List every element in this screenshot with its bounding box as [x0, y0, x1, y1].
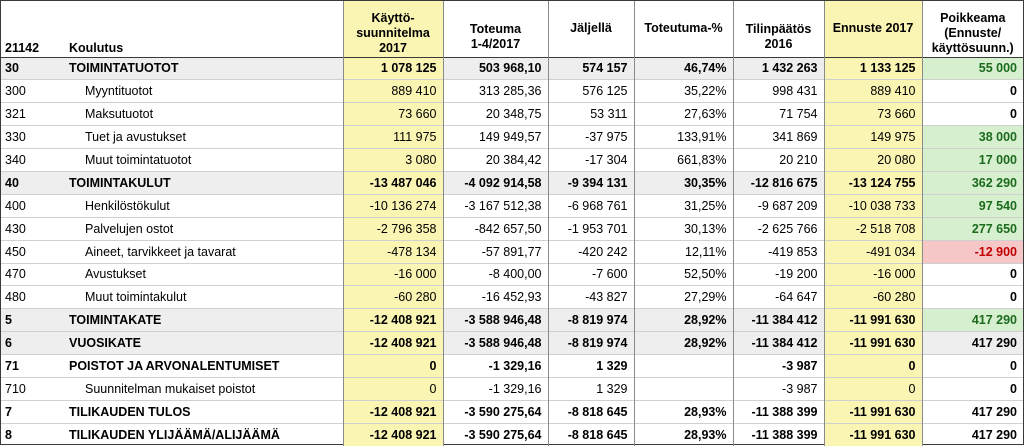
cell-actual: -3 590 275,64 — [443, 423, 548, 446]
cell-name: Muut toimintatuotot — [85, 153, 192, 167]
cell-forecast: -491 034 — [824, 240, 922, 263]
cell-statement: 20 210 — [733, 149, 824, 172]
cell-name: VUOSIKATE — [63, 332, 343, 355]
cell-forecast: 149 975 — [824, 126, 922, 149]
table-row — [1, 80, 1023, 103]
cell-statement: -2 625 766 — [733, 217, 824, 240]
cell-deviation: 417 290 — [922, 309, 1023, 332]
table-row — [1, 286, 1023, 309]
cell-code: 6 — [1, 332, 63, 355]
cell-actual: -1 329,16 — [443, 377, 548, 400]
cell-statement: -419 853 — [733, 240, 824, 263]
header-statement: Tilinpäätös 2016 — [733, 1, 824, 57]
cell-deviation: 0 — [922, 377, 1023, 400]
cell-code: 480 — [5, 290, 26, 305]
cell-actual: -1 329,16 — [443, 355, 548, 378]
cell-code: 400 — [5, 198, 26, 213]
header-deviation: Poikkeama (Ennuste/ käyttösuunn.) — [922, 1, 1023, 57]
cell-forecast: 73 660 — [824, 103, 922, 126]
cell-forecast: -10 038 733 — [824, 194, 922, 217]
cell-pct: 35,22% — [634, 80, 733, 103]
cell-code: 430 — [5, 221, 26, 236]
cell-deviation: 362 290 — [922, 171, 1023, 194]
cell-pct: 30,13% — [634, 217, 733, 240]
cell-deviation: 17 000 — [922, 149, 1023, 172]
cell-pct — [634, 355, 733, 378]
header-row — [1, 1, 1023, 57]
cell-remaining: 1 329 — [548, 377, 634, 400]
cell-statement: -11 388 399 — [733, 423, 824, 446]
cell-budget: -16 000 — [343, 263, 443, 286]
cell-remaining: -7 600 — [548, 263, 634, 286]
cell-statement: 998 431 — [733, 80, 824, 103]
cell-deviation: 277 650 — [922, 217, 1023, 240]
table-row — [1, 217, 1023, 240]
cell-actual: -8 400,00 — [443, 263, 548, 286]
cell-actual: -3 588 946,48 — [443, 309, 548, 332]
table-row — [1, 171, 1023, 194]
cell-actual: 503 968,10 — [443, 57, 548, 80]
cell-budget: -2 796 358 — [343, 217, 443, 240]
cell-budget: -12 408 921 — [343, 400, 443, 423]
cell-forecast: -2 518 708 — [824, 217, 922, 240]
header-forecast: Ennuste 2017 — [824, 1, 922, 57]
cell-actual: -842 657,50 — [443, 217, 548, 240]
cell-deviation: 0 — [922, 263, 1023, 286]
table-row — [1, 377, 1023, 400]
cell-name: TILIKAUDEN YLIJÄÄMÄ/ALIJÄÄMÄ — [69, 427, 280, 442]
table-row — [1, 309, 1023, 332]
table-row — [1, 355, 1023, 378]
cell-budget: 0 — [343, 355, 443, 378]
cell-actual: -57 891,77 — [443, 240, 548, 263]
cell-actual: 20 384,42 — [443, 149, 548, 172]
table-row — [1, 149, 1023, 172]
cell-actual: -3 167 512,38 — [443, 194, 548, 217]
cell-remaining: 576 125 — [548, 80, 634, 103]
cell-actual: -3 588 946,48 — [443, 332, 548, 355]
cell-code: 300 — [5, 84, 26, 99]
cell-deviation: 417 290 — [922, 423, 1023, 446]
cell-pct: 133,91% — [634, 126, 733, 149]
table-row — [1, 194, 1023, 217]
cell-name: TOIMINTATUOTOT — [63, 57, 343, 80]
cell-budget: 1 078 125 — [343, 57, 443, 80]
cell-name: Tuet ja avustukset — [85, 130, 186, 145]
cell-deviation: 0 — [922, 103, 1023, 126]
cell-statement: -3 987 — [733, 355, 824, 378]
table-row — [1, 57, 1023, 80]
cell-deviation: 97 540 — [922, 194, 1023, 217]
cell-code: 470 — [5, 267, 26, 282]
cell-remaining: -8 819 974 — [548, 332, 634, 355]
cell-name: Henkilöstökulut — [85, 198, 170, 213]
cell-name: TILIKAUDEN TULOS — [69, 404, 191, 419]
cell-deviation: 417 290 — [922, 400, 1023, 423]
table-row — [1, 423, 1023, 446]
cell-code: 330 — [5, 130, 26, 145]
cell-actual: 313 285,36 — [443, 80, 548, 103]
cell-name: Palvelujen ostot — [85, 221, 174, 236]
cell-remaining: 53 311 — [548, 103, 634, 126]
cell-remaining: -1 953 701 — [548, 217, 634, 240]
cell-statement: -12 816 675 — [733, 171, 824, 194]
cell-forecast: -13 124 755 — [824, 171, 922, 194]
cell-budget: 0 — [343, 377, 443, 400]
cell-statement: -9 687 209 — [733, 194, 824, 217]
cell-budget: -478 134 — [343, 240, 443, 263]
cell-remaining: 574 157 — [548, 57, 634, 80]
cell-actual: 20 348,75 — [443, 103, 548, 126]
cell-code: 71 — [5, 359, 19, 374]
cell-deviation: 0 — [922, 80, 1023, 103]
cell-forecast: -11 991 630 — [824, 332, 922, 355]
cell-statement: -11 384 412 — [733, 332, 824, 355]
cell-statement: -11 388 399 — [733, 400, 824, 423]
cell-forecast: 20 080 — [824, 149, 922, 172]
header-name: Koulutus — [69, 40, 124, 55]
cell-budget: 111 975 — [343, 126, 443, 149]
cell-pct — [634, 377, 733, 400]
cell-budget: -12 408 921 — [343, 423, 443, 446]
cell-pct: 27,63% — [634, 103, 733, 126]
cell-remaining: -9 394 131 — [548, 171, 634, 194]
cell-deviation: 0 — [922, 286, 1023, 309]
cell-actual: -3 590 275,64 — [443, 400, 548, 423]
cell-remaining: -8 819 974 — [548, 309, 634, 332]
cell-name: Muut toimintakulut — [85, 290, 187, 305]
cell-name: TOIMINTAKATE — [63, 309, 343, 332]
cell-forecast: -16 000 — [824, 263, 922, 286]
cell-name: Avustukset — [85, 267, 146, 282]
cell-code: 321 — [5, 107, 26, 122]
table-body — [1, 57, 1023, 446]
cell-statement: -11 384 412 — [733, 309, 824, 332]
cell-code: 40 — [1, 171, 63, 194]
cell-pct: 27,29% — [634, 286, 733, 309]
cell-budget: -10 136 274 — [343, 194, 443, 217]
cell-remaining: 1 329 — [548, 355, 634, 378]
cell-name: POISTOT JA ARVONALENTUMISET — [69, 359, 280, 374]
cell-remaining: -17 304 — [548, 149, 634, 172]
cell-pct: 46,74% — [634, 57, 733, 80]
cell-pct: 28,93% — [634, 400, 733, 423]
cell-code: 7 — [5, 404, 12, 419]
cell-deviation: -12 900 — [922, 240, 1023, 263]
cell-actual: -4 092 914,58 — [443, 171, 548, 194]
cell-remaining: -8 818 645 — [548, 423, 634, 446]
cell-deviation: 417 290 — [922, 332, 1023, 355]
cell-statement: 1 432 263 — [733, 57, 824, 80]
cell-deviation: 0 — [922, 355, 1023, 378]
header-pct: Toteutuma-% — [634, 1, 733, 57]
table-row — [1, 332, 1023, 355]
cell-name: Maksutuotot — [85, 107, 154, 122]
cell-forecast: -11 991 630 — [824, 400, 922, 423]
cell-name: Suunnitelman mukaiset poistot — [85, 381, 256, 396]
cell-actual: 149 949,57 — [443, 126, 548, 149]
cell-statement: 341 869 — [733, 126, 824, 149]
cell-pct: 52,50% — [634, 263, 733, 286]
cell-name: Myyntituotot — [85, 84, 153, 99]
cell-budget: -12 408 921 — [343, 332, 443, 355]
cell-deviation: 55 000 — [922, 57, 1023, 80]
header-code: 21142 — [5, 40, 40, 55]
cell-budget: 73 660 — [343, 103, 443, 126]
cell-code: 340 — [5, 153, 26, 167]
cell-statement: 71 754 — [733, 103, 824, 126]
cell-remaining: -43 827 — [548, 286, 634, 309]
cell-pct: 28,92% — [634, 332, 733, 355]
cell-budget: 889 410 — [343, 80, 443, 103]
cell-pct: 12,11% — [634, 240, 733, 263]
cell-remaining: -420 242 — [548, 240, 634, 263]
cell-code: 450 — [5, 244, 26, 259]
table-row — [1, 240, 1023, 263]
table-row — [1, 126, 1023, 149]
cell-forecast: -60 280 — [824, 286, 922, 309]
cell-budget: -60 280 — [343, 286, 443, 309]
cell-forecast: 1 133 125 — [824, 57, 922, 80]
cell-pct: 30,35% — [634, 171, 733, 194]
cell-pct: 31,25% — [634, 194, 733, 217]
cell-forecast: 0 — [824, 377, 922, 400]
cell-statement: -19 200 — [733, 263, 824, 286]
header-remaining: Jäljellä — [548, 1, 634, 57]
cell-code: 30 — [1, 57, 63, 80]
cell-forecast: 889 410 — [824, 80, 922, 103]
cell-actual: -16 452,93 — [443, 286, 548, 309]
cell-statement: -3 987 — [733, 377, 824, 400]
cell-budget: -13 487 046 — [343, 171, 443, 194]
table-row — [1, 263, 1023, 286]
cell-forecast: -11 991 630 — [824, 423, 922, 446]
cell-forecast: -11 991 630 — [824, 309, 922, 332]
cell-budget: -12 408 921 — [343, 309, 443, 332]
cell-forecast: 0 — [824, 355, 922, 378]
cell-remaining: -6 968 761 — [548, 194, 634, 217]
cell-pct: 661,83% — [634, 149, 733, 172]
cell-remaining: -8 818 645 — [548, 400, 634, 423]
cell-deviation: 38 000 — [922, 126, 1023, 149]
budget-table — [1, 1, 1023, 446]
cell-statement: -64 647 — [733, 286, 824, 309]
cell-code: 5 — [1, 309, 63, 332]
cell-name: Aineet, tarvikkeet ja tavarat — [85, 244, 236, 259]
table-row — [1, 400, 1023, 423]
table-row — [1, 103, 1023, 126]
cell-code: 710 — [5, 381, 26, 396]
cell-name: TOIMINTAKULUT — [63, 171, 343, 194]
cell-code: 8 — [5, 427, 12, 442]
cell-budget: 3 080 — [343, 149, 443, 172]
cell-remaining: -37 975 — [548, 126, 634, 149]
cell-pct: 28,93% — [634, 423, 733, 446]
header-actual: Toteuma 1-4/2017 — [443, 1, 548, 57]
cell-pct: 28,92% — [634, 309, 733, 332]
header-budget: Käyttö- suunnitelma 2017 — [343, 1, 443, 57]
